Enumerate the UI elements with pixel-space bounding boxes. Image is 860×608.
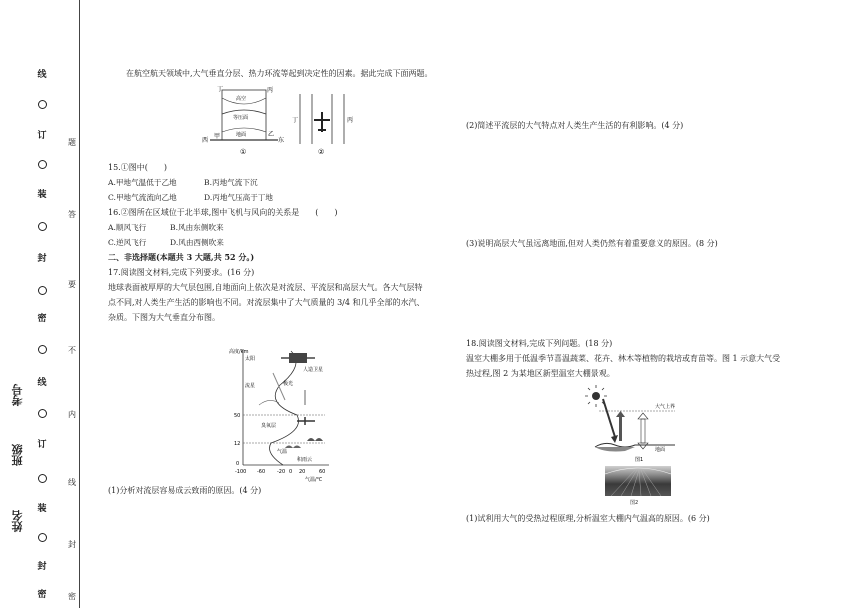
fig1-label-dimian: 地面 xyxy=(236,132,247,138)
figure-2-caption: 图2 xyxy=(630,500,639,506)
q18-text-line2: 热过程,图 2 为某地区新型温室大棚景观。 xyxy=(466,369,615,378)
arrow-head xyxy=(638,443,648,449)
label-ozone: 臭氧层 xyxy=(261,423,277,429)
greenhouse-photo xyxy=(605,466,671,496)
fig1-number: ① xyxy=(240,148,247,156)
margin-char: 线 xyxy=(37,378,47,388)
x-tick: -20 xyxy=(277,469,286,475)
margin-circle xyxy=(38,474,47,483)
q17-1-block xyxy=(108,483,468,498)
margin-char-right: 要 xyxy=(68,280,76,289)
q18-1-block xyxy=(466,511,846,526)
circulation-figures xyxy=(200,84,360,156)
q17-text-line1: 地球表面被厚厚的大气层包围,自地面向上依次是对流层、平流层和高层大气。各大气层特 xyxy=(108,283,423,292)
margin-char: 订 xyxy=(37,440,47,450)
q18-stem: 18.阅读图文材料,完成下列问题。(18 分) xyxy=(466,339,613,348)
margin-char: 密 xyxy=(37,590,47,600)
label-satellite: 人造卫星 xyxy=(303,367,324,373)
margin-circle xyxy=(38,533,47,542)
fig1-label-dengya: 等压面 xyxy=(233,115,249,121)
fig1-label-yi: 乙 xyxy=(268,131,275,138)
q17-sub1: (1)分析对流层容易成云致雨的原因。(4 分) xyxy=(108,486,262,495)
label-atmosphere-top: 大气上界 xyxy=(655,404,676,410)
fig1-label-xi: 西 xyxy=(202,137,209,144)
airplane-icon xyxy=(297,417,315,425)
q16-option-c: C.逆风飞行 xyxy=(108,238,147,247)
margin-char: 封 xyxy=(37,562,47,572)
y-tick-50: 50 xyxy=(234,413,241,419)
binding-line xyxy=(79,0,80,608)
label-meteor: 流星 xyxy=(245,383,256,389)
intro-text: 在航空航天领域中,大气垂直分层、热力环流等起到决定性的因素。据此完成下面两题。 xyxy=(126,69,433,78)
heating-process-figure xyxy=(585,385,685,465)
fig1-label-gaokong: 高空 xyxy=(236,96,247,102)
q17-text-line3: 杂质。下图为大气垂直分布图。 xyxy=(108,313,220,322)
q16-option-b: B.风由东侧吹来 xyxy=(170,223,224,232)
q16-stem: 16.②图所在区域位于北半球,图中飞机与风向的关系是 ( ) xyxy=(108,208,338,217)
sun-icon xyxy=(592,392,600,400)
solar-radiation-arrow xyxy=(603,399,615,437)
margin-char: 装 xyxy=(37,504,47,514)
margin-char-right: 不 xyxy=(68,346,76,355)
q18-text-line1: 温室大棚多用于低温季节喜温蔬菜、花卉、林木等植物的栽培或育苗等。图 1 示意大气受 xyxy=(466,354,781,363)
y-tick-0: 0 xyxy=(236,461,240,467)
margin-char: 封 xyxy=(37,254,47,264)
margin-char: 线 xyxy=(37,70,47,80)
q16-option-a: A.顺风飞行 xyxy=(108,223,147,232)
q17-2-block xyxy=(466,118,846,133)
label-temp-curve: 气温 xyxy=(277,449,288,455)
airplane-icon xyxy=(314,112,330,132)
x-tick: 0 xyxy=(289,469,293,475)
x-tick: 20 xyxy=(299,469,306,475)
figure-1 xyxy=(202,86,284,156)
q15-option-c: C.甲地气流流向乙地 xyxy=(108,193,177,202)
ground-radiation-arrow xyxy=(619,417,622,441)
arrow-head xyxy=(611,435,618,443)
margin-char: 装 xyxy=(37,190,47,200)
name-label: 姓名 xyxy=(11,510,24,532)
class-label: 班级 xyxy=(11,444,24,466)
fig1-label-bing: 丙 xyxy=(267,87,274,94)
fig2-label-bing: 丙 xyxy=(347,117,354,124)
margin-char-right: 线 xyxy=(68,478,76,487)
q16-option-d: D.风由西侧吹来 xyxy=(170,238,224,247)
margin-circle xyxy=(38,345,47,354)
margin-circle xyxy=(38,160,47,169)
ground-shape xyxy=(595,447,635,452)
q17-sub2: (2)简述平流层的大气特点对人类生产生活的有利影响。(4 分) xyxy=(466,121,684,130)
margin-circle xyxy=(38,222,47,231)
fig1-label-dong: 东 xyxy=(278,137,285,144)
margin-char-right: 题 xyxy=(68,138,76,147)
x-tick: 60 xyxy=(319,469,326,475)
fig2-label-ding: 丁 xyxy=(292,117,299,124)
label-sun: 太阳 xyxy=(245,356,256,362)
margin-char: 订 xyxy=(37,131,47,141)
margin-circle xyxy=(38,100,47,109)
exam-number-label: 考号 xyxy=(11,384,24,406)
atmosphere-figure xyxy=(225,345,335,483)
label-ground: 地面 xyxy=(655,447,666,453)
q17-sub3: (3)说明高层大气虽远离地面,但对人类仍然有着重要意义的原因。(8 分) xyxy=(466,239,718,248)
margin-char-right: 内 xyxy=(68,410,76,419)
margin-circle xyxy=(38,286,47,295)
counter-radiation-arrow xyxy=(641,419,645,443)
margin-char: 密 xyxy=(37,314,47,324)
meteor-path xyxy=(259,400,279,405)
binding-margin xyxy=(0,0,82,608)
margin-char-right: 封 xyxy=(68,540,76,549)
q17-text-line2: 点不同,对人类生产生活的影响也不同。对流层集中了大气质量的 3/4 和几乎全部的水汽、 xyxy=(108,298,425,307)
y-tick-12: 12 xyxy=(234,441,241,447)
label-aurora: 极光 xyxy=(283,381,294,387)
q18-sub1: (1)试利用大气的受热过程原理,分析温室大棚内气温高的原因。(6 分) xyxy=(466,514,710,523)
x-tick: -100 xyxy=(235,469,247,475)
figure-2 xyxy=(292,94,353,156)
margin-circle xyxy=(38,409,47,418)
x-tick: -60 xyxy=(257,469,266,475)
arrow-head xyxy=(638,413,648,419)
isobar-curve xyxy=(222,110,266,114)
fig1-label-jia: 甲 xyxy=(214,133,221,140)
figure-1-caption: 图1 xyxy=(635,457,644,463)
q15-stem: 15.①图中( ) xyxy=(108,163,167,172)
q17-stem: 17.阅读图文材料,完成下列要求。(16 分) xyxy=(108,268,255,277)
questions-15-16 xyxy=(108,160,468,325)
section-2-heading: 二、非选择题(本题共 3 大题,共 52 分。) xyxy=(108,252,255,262)
x-axis-label: 气温/℃ xyxy=(305,477,323,483)
margin-char-right: 密 xyxy=(68,592,76,601)
left-column xyxy=(108,66,468,81)
arrow-head xyxy=(616,411,625,417)
label-cumulonimbus: 积雨云 xyxy=(297,457,313,463)
q15-option-b: B.丙地气流下沉 xyxy=(204,178,258,187)
q18-block xyxy=(466,336,846,381)
margin-char-right: 答 xyxy=(68,210,76,219)
q17-3-block xyxy=(466,236,846,251)
thundercloud-icon xyxy=(307,438,323,441)
q15-option-a: A.甲地气温低于乙地 xyxy=(108,178,177,187)
y-axis-label: 高度/km xyxy=(229,349,249,355)
fig2-number: ② xyxy=(318,148,325,156)
q15-option-d: D.丙地气压高于丁地 xyxy=(204,193,273,202)
cloud-icon xyxy=(285,446,301,449)
greenhouse-ribs xyxy=(605,466,671,496)
fig1-label-ding: 丁 xyxy=(217,86,224,93)
